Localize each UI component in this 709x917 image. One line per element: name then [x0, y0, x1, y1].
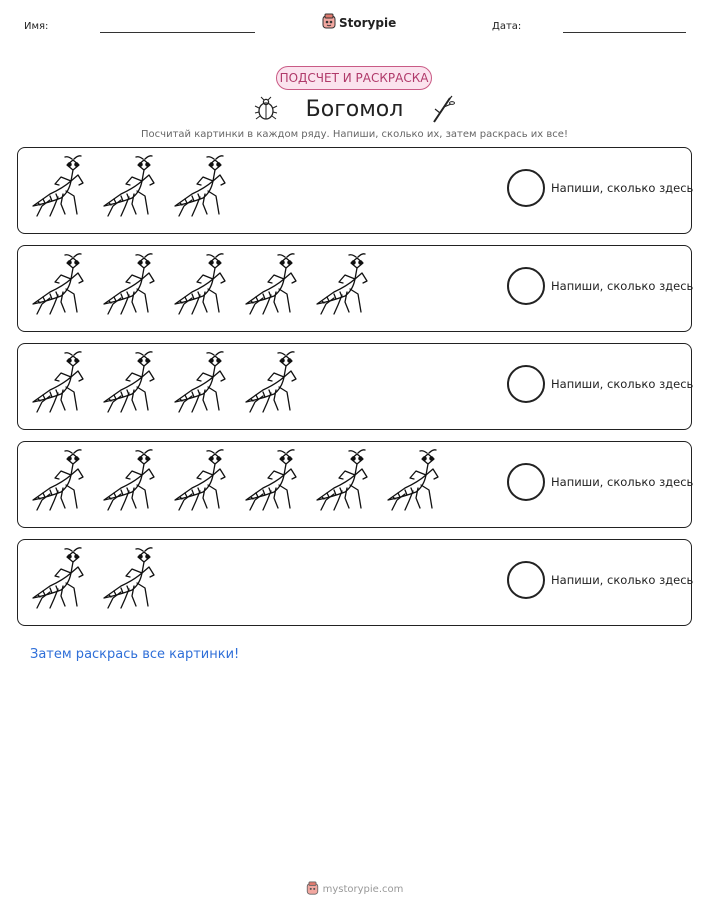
praying-mantis-icon [99, 448, 165, 514]
name-line [100, 32, 255, 33]
footer-note: Затем раскрась все картинки! [30, 647, 240, 662]
praying-mantis-icon [28, 546, 94, 612]
counting-row [17, 147, 692, 234]
name-label: Имя: [24, 21, 49, 32]
answer-circle[interactable] [507, 561, 545, 599]
praying-mantis-icon [28, 154, 94, 220]
date-label: Дата: [492, 21, 522, 32]
praying-mantis-icon [383, 448, 449, 514]
twig-icon [430, 99, 456, 118]
counting-row [17, 441, 692, 528]
praying-mantis-icon [170, 448, 236, 514]
answer-circle[interactable] [507, 463, 545, 501]
mantis-group [28, 252, 378, 318]
praying-mantis-icon [170, 252, 236, 318]
answer-prompt: Напиши, сколько здесь [551, 573, 694, 587]
praying-mantis-icon [28, 448, 94, 514]
mantis-group [28, 154, 236, 220]
praying-mantis-icon [241, 252, 307, 318]
instruction-text: Посчитай картинки в каждом ряду. Напиши, сколько их, затем раскрась их все! [141, 129, 568, 140]
category-badge: ПОДСЧЕТ И РАСКРАСКА [276, 66, 432, 90]
answer-circle[interactable] [507, 169, 545, 207]
mantis-group [28, 350, 307, 416]
counting-row [17, 245, 692, 332]
title-row [0, 94, 709, 124]
praying-mantis-icon [99, 252, 165, 318]
mantis-group [28, 448, 449, 514]
date-line [563, 32, 686, 33]
praying-mantis-icon [241, 448, 307, 514]
storypie-logo-icon [306, 880, 319, 899]
praying-mantis-icon [170, 350, 236, 416]
praying-mantis-icon [312, 252, 378, 318]
brand [322, 13, 396, 33]
praying-mantis-icon [99, 350, 165, 416]
praying-mantis-icon [99, 154, 165, 220]
counting-row [17, 343, 692, 430]
praying-mantis-icon [99, 546, 165, 612]
beetle-icon [253, 99, 284, 118]
answer-circle[interactable] [507, 365, 545, 403]
praying-mantis-icon [28, 252, 94, 318]
answer-prompt: Напиши, сколько здесь [551, 377, 694, 391]
answer-prompt: Напиши, сколько здесь [551, 279, 694, 293]
answer-prompt: Напиши, сколько здесь [551, 181, 694, 195]
answer-prompt: Напиши, сколько здесь [551, 475, 694, 489]
mantis-group [28, 546, 165, 612]
counting-row [17, 539, 692, 626]
storypie-logo-icon [322, 13, 336, 33]
site-url: mystorypie.com [322, 884, 404, 895]
praying-mantis-icon [170, 154, 236, 220]
footer [0, 880, 709, 899]
praying-mantis-icon [241, 350, 307, 416]
praying-mantis-icon [312, 448, 378, 514]
page-title: Богомол [305, 96, 404, 122]
brand-name: Storypie [339, 16, 397, 30]
answer-circle[interactable] [507, 267, 545, 305]
praying-mantis-icon [28, 350, 94, 416]
